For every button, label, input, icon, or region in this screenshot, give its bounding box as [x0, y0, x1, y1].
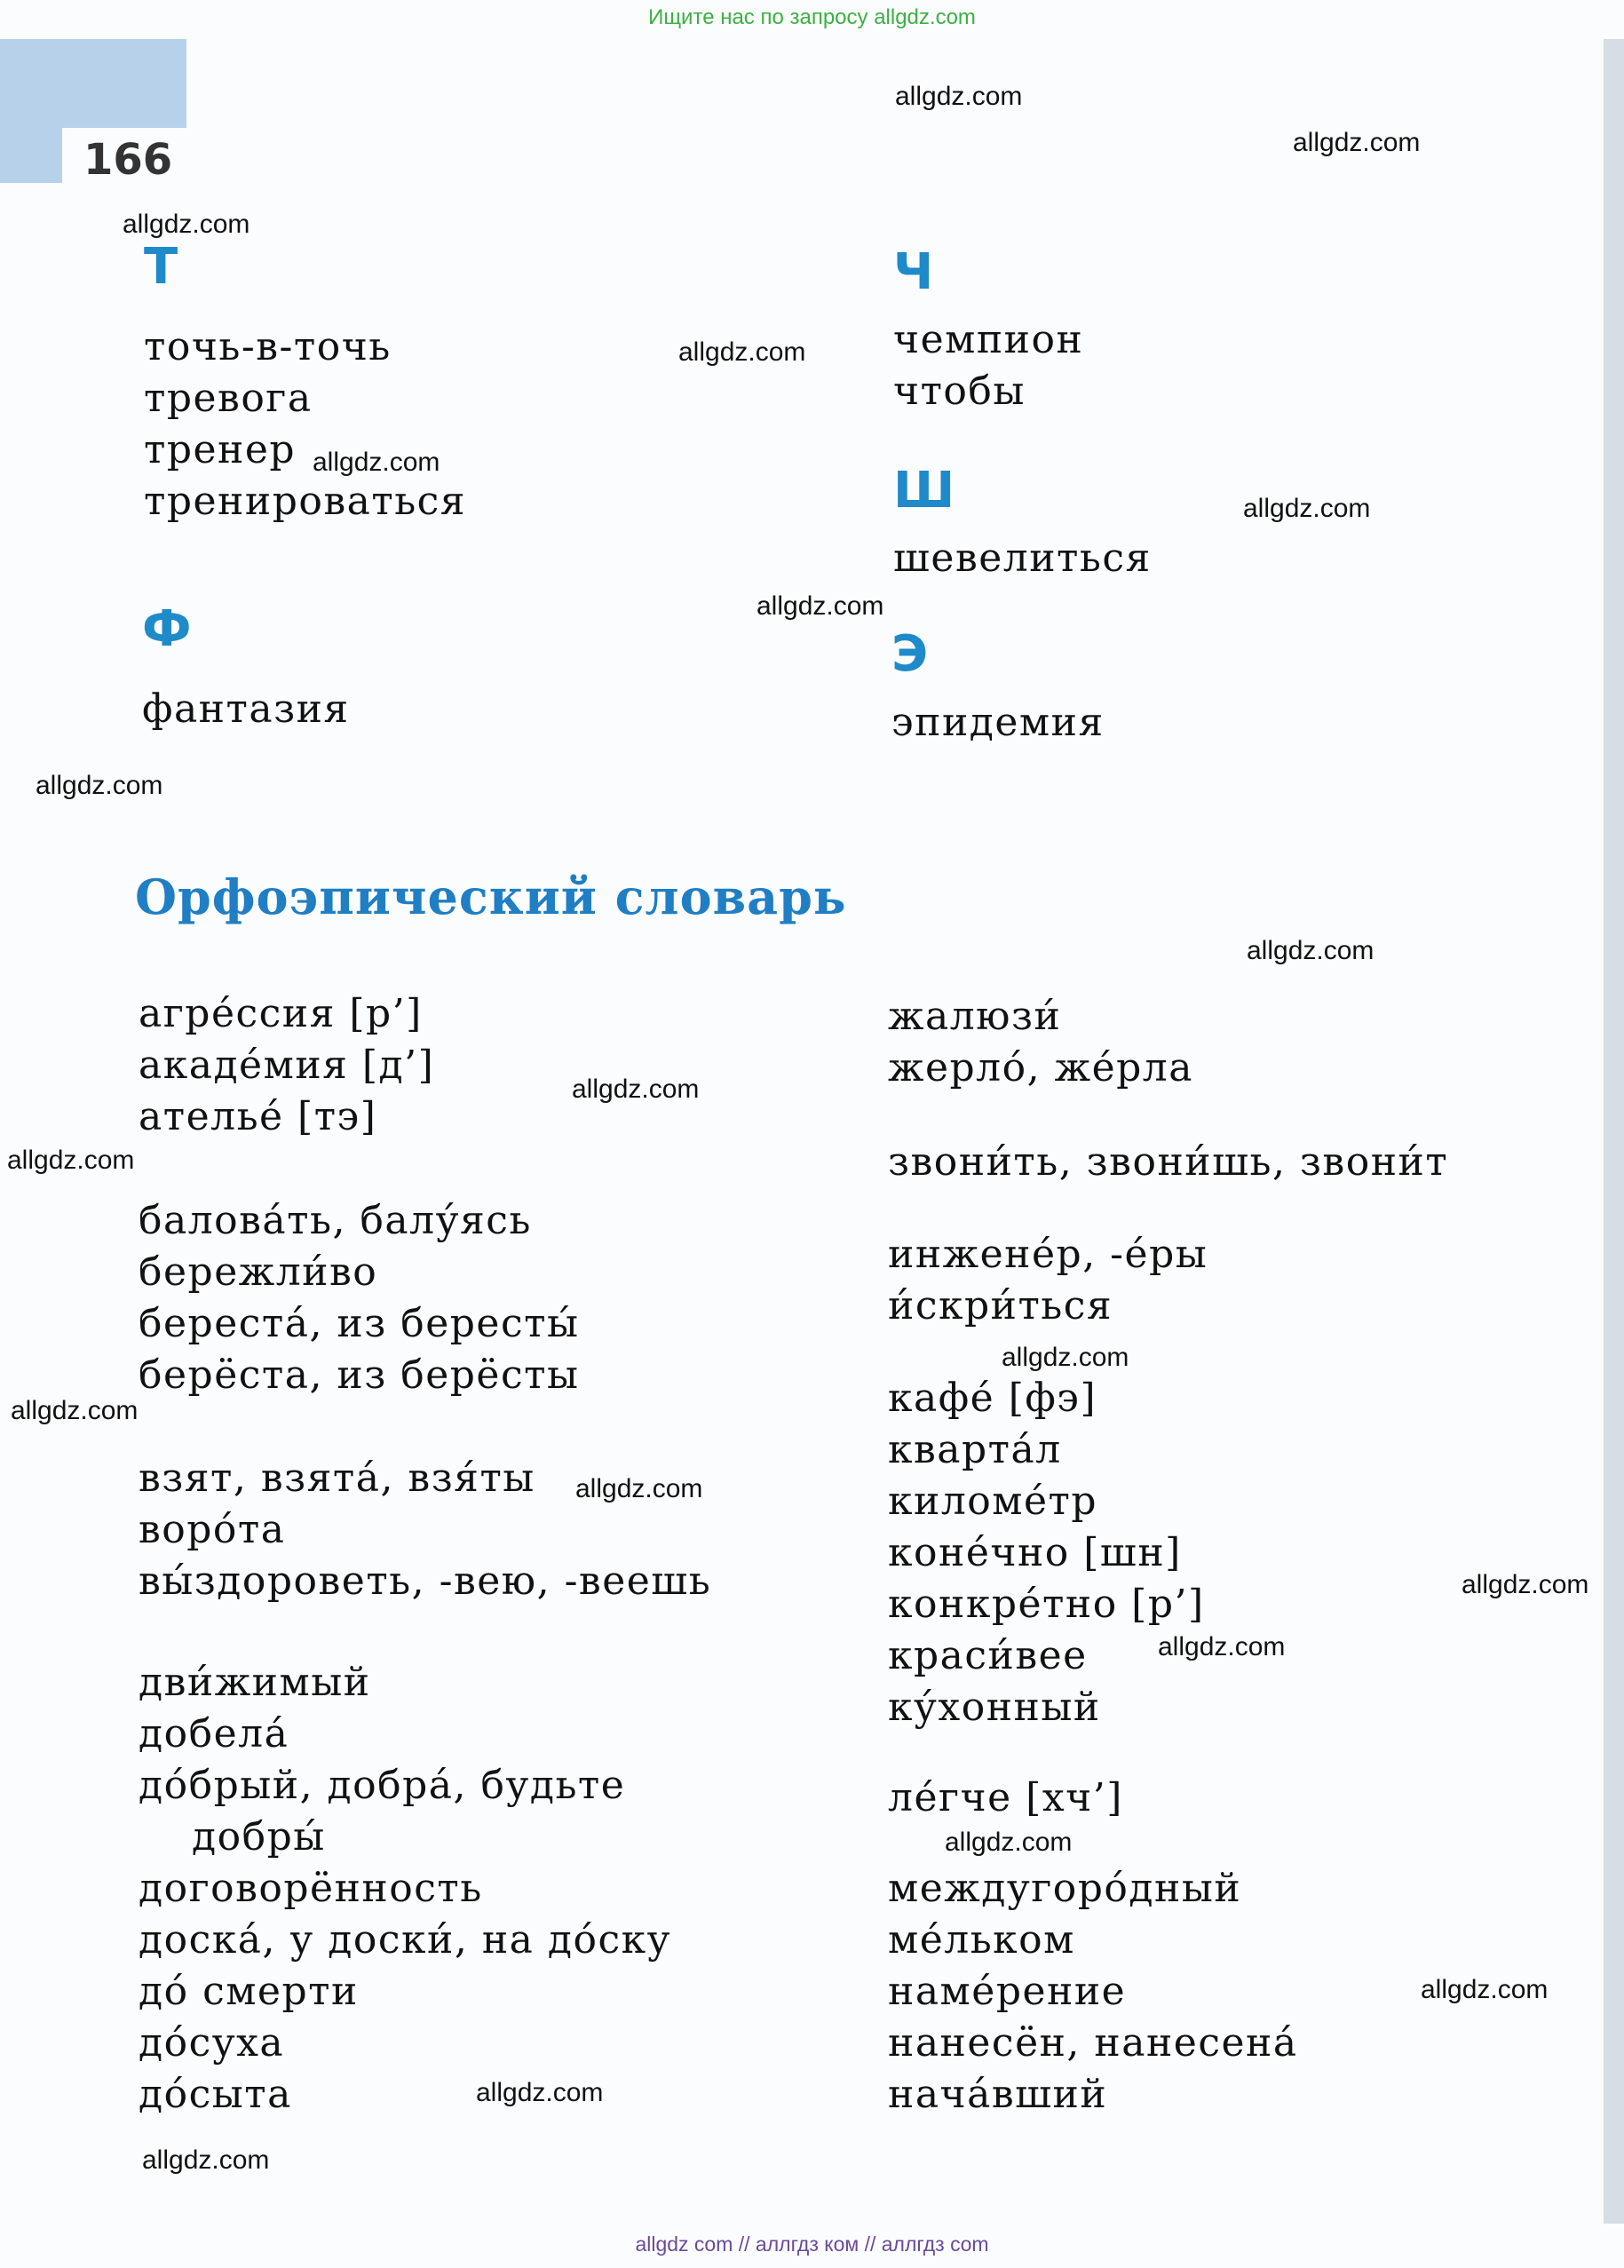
entry: до́суха: [139, 2020, 285, 2066]
entry: нача́вший: [888, 2072, 1108, 2117]
entry: береста́, из бересты́: [139, 1301, 580, 1346]
watermark: allgdz.com: [575, 1474, 703, 1503]
entry: добела́: [139, 1711, 289, 1757]
orthoepic-group-a: [139, 988, 434, 1143]
watermark: allgdz.com: [123, 210, 250, 239]
watermark: allgdz.com: [757, 591, 884, 621]
watermark: allgdz.com: [36, 771, 163, 800]
letter-heading-ch: Ч: [893, 243, 934, 301]
letter-heading-t: Т: [144, 238, 178, 296]
entry: воро́та: [139, 1507, 286, 1552]
orthoepic-group-k: [888, 1373, 1205, 1733]
orthoepic-group-b: [139, 1195, 579, 1401]
entry: ле́гче [хч’]: [888, 1775, 1123, 1820]
entry: балова́ть, балу́ясь: [139, 1198, 532, 1243]
entry: доска́, у доски́, на до́ску: [139, 1917, 671, 1963]
page-number: 166: [83, 135, 173, 185]
entry-continuation: добры́: [192, 1814, 326, 1860]
word-list-e: [891, 697, 1105, 749]
watermark: allgdz.com: [1002, 1343, 1129, 1372]
entry: кафе́ [фэ]: [888, 1376, 1097, 1421]
word-item: фантазия: [142, 686, 350, 732]
watermark: allgdz.com: [945, 1828, 1073, 1857]
word-item: эпидемия: [891, 700, 1105, 745]
word-list-ch: [893, 314, 1083, 417]
section-title: Орфоэпический словарь: [135, 868, 847, 925]
watermark: allgdz.com: [1293, 128, 1421, 157]
entry: агре́ссия [р’]: [139, 991, 423, 1036]
word-item: тренироваться: [144, 479, 467, 524]
letter-heading-f: Ф: [142, 600, 192, 658]
entry: и́скри́ться: [888, 1283, 1113, 1328]
orthoepic-group-i: [888, 1229, 1208, 1332]
watermark: allgdz.com: [476, 2078, 604, 2107]
entry: жерло́, же́рла: [888, 1045, 1193, 1090]
entry: до́брый, добра́, будьте: [139, 1763, 626, 1808]
entry: бережли́во: [139, 1249, 378, 1295]
entry: вы́здороветь, -вею, -веешь: [139, 1558, 712, 1604]
entry: до́сыта: [139, 2072, 292, 2117]
entry: дви́жимый: [139, 1660, 371, 1705]
orthoepic-group-zh: [888, 991, 1193, 1094]
orthoepic-group-z: [888, 1137, 1448, 1188]
watermark: allgdz.com: [1462, 1570, 1589, 1599]
watermark: allgdz.com: [1243, 494, 1371, 523]
corner-color-block-lower: [0, 128, 62, 183]
top-banner[interactable]: Ищите нас по запросу allgdz.com: [648, 5, 976, 29]
entry: акаде́мия [д’]: [139, 1043, 435, 1088]
word-item: шевелиться: [893, 535, 1152, 581]
entry: договорённость: [139, 1866, 483, 1911]
bottom-banner[interactable]: allgdz com // аллгдз ком // аллгдз com: [635, 2232, 989, 2256]
watermark: allgdz.com: [895, 82, 1023, 111]
watermark: allgdz.com: [572, 1075, 700, 1104]
entry: коне́чно [шн]: [888, 1530, 1182, 1575]
orthoepic-group-l: [888, 1772, 1123, 1824]
watermark: allgdz.com: [1421, 1975, 1549, 2004]
entry: кварта́л: [888, 1427, 1062, 1472]
entry: ателье́ [тэ]: [139, 1094, 377, 1139]
entry: наме́рение: [888, 1969, 1127, 2014]
entry: инжене́р, -е́ры: [888, 1232, 1208, 1277]
word-item: тренер: [144, 427, 297, 472]
word-item: тревога: [144, 376, 313, 421]
entry: междугоро́дный: [888, 1866, 1242, 1911]
entry: взят, взята́, взя́ты: [139, 1455, 535, 1501]
letter-heading-e: Э: [891, 625, 929, 683]
watermark: allgdz.com: [678, 337, 806, 367]
word-item: чемпион: [893, 317, 1084, 362]
orthoepic-group-d: [139, 1657, 671, 2121]
letter-heading-sh: Ш: [893, 462, 955, 519]
entry: краси́вее: [888, 1633, 1088, 1678]
word-list-sh: [893, 533, 1152, 584]
word-list-f: [142, 684, 350, 735]
word-item: чтобы: [893, 369, 1026, 414]
entry: киломе́тр: [888, 1479, 1098, 1524]
entry: звони́ть, звони́шь, звони́т: [888, 1139, 1449, 1185]
corner-color-block: [0, 39, 186, 128]
entry: нанесён, нанесена́: [888, 2020, 1298, 2066]
word-item: точь-в-точь: [144, 324, 392, 369]
entry: берёста, из берёсты: [139, 1352, 580, 1398]
watermark: allgdz.com: [1247, 936, 1374, 965]
entry: ку́хонный: [888, 1685, 1101, 1730]
orthoepic-group-m-n: [888, 1863, 1298, 2121]
watermark: allgdz.com: [7, 1146, 135, 1175]
entry: конкре́тно [р’]: [888, 1582, 1205, 1627]
watermark: allgdz.com: [11, 1396, 139, 1425]
entry: жалюзи́: [888, 994, 1062, 1039]
entry: ме́льком: [888, 1917, 1075, 1963]
watermark: allgdz.com: [142, 2145, 270, 2175]
page-edge-shadow: [1604, 39, 1624, 2224]
watermark: allgdz.com: [1158, 1632, 1286, 1661]
word-list-t: [144, 321, 466, 527]
entry: до́ смерти: [139, 1969, 359, 2014]
watermark: allgdz.com: [313, 448, 440, 477]
